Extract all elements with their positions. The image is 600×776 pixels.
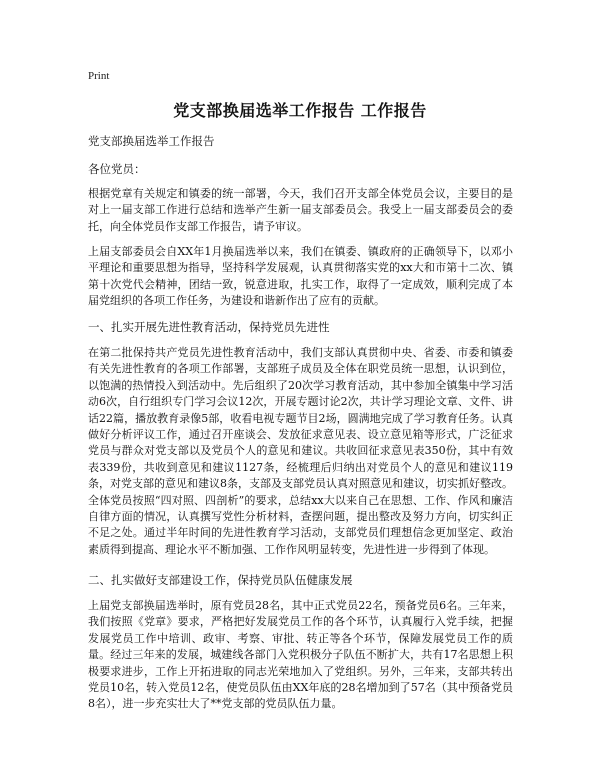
paragraph-section-2: 上届党支部换届选举时，原有党员28名，其中正式党员22名，预备党员6名。三年来，我们按照《党章》要求，严格把好发展党员工作的各个环节，认真履行入党手续，把握发展党员工作中培训、政审、考察、审批、转正等各个环节，保障发展党员工作的质量。经过三年来的发展，城建线各部门入党积极分子队伍不断扩大，共有17名思想上积极要求进步，工作上开拓进取的同志光荣地加入了党组织。另外，三年来，支部共转出党员10名，转入党员12名，使党员队伍由XX年底的28名增加到了57名（其中预备党员8名），进一步充实壮大了**党支部的党员队伍力量。 [88,599,513,711]
paragraph-summary: 上届支部委员会自XX年1月换届选举以来，我们在镇委、镇政府的正确领导下，以邓小平理论和重要思想为指导，坚持科学发展观，认真贯彻落实党的xx大和市第十二次、镇第十次党代会精神，团结一致，锐意进取，扎实工作，取得了一定成效，顺利完成了本届党组织的各项工作任务，为建设和谐新作出了应有的贡献。 [88,245,513,308]
document-title: 党支部换届选举工作报告 工作报告 [173,101,427,120]
greeting: 各位党员： [88,162,146,176]
section-heading-1: 一、扎实开展先进性教育活动，保持党员先进性 [88,320,330,334]
report-subtitle: 党支部换届选举工作报告 [88,134,215,148]
paragraph-intro: 根据党章有关规定和镇委的统一部署，今天，我们召开支部全体党员会议，主要目的是对上一届支部工作进行总结和选举产生新一届支部委员会。我受上一届支部委员会的委托，向全体党员作支部工作报告，请予审议。 [88,187,513,233]
section-heading-2: 二、扎实做好支部建设工作，保持党员队伍健康发展 [88,573,353,587]
print-link[interactable]: Print [88,70,110,82]
paragraph-section-1: 在第二批保持共产党员先进性教育活动中，我们支部认真贯彻中央、省委、市委和镇委有关先进性教育的各项工作部署，支部班子成员及全体在职党员统一思想，认识到位，以饱满的热情投入到活动中。先后组织了20次学习教育活动，其中参加全镇集中学习活动6次，自行组织专门学习会议12次，开展专题讨论2次，共计学习理论文章、文件、讲话22篇，播放教育录像5部，收看电视专题节目2场，圆满地完成了学习教育任务。认真做好分析评议工作，通过召开座谈会、发放征求意见表、设立意见箱等形式，广泛征求党员与群众对党支部以及党员个人的意见和建议。共收回征求意见表350份，其中有效表339份，共收到意见和建议1127条，经梳理后归纳出对党员个人的意见和建议119条，对党支部的意见和建议8条，支部及支部党员认真对照意见和建议，切实抓好整改。全体党员按照“四对照、四剖析”的要求，总结xx大以来自己在思想、工作、作风和廉洁自律方面的情况，认真撰写党性分析材料，查摆问题，提出整改及努力方向，切实纠正不足之处。通过半年时间的先进性教育学习活动，支部党员们理想信念更加坚定、政治素质得到提高、理论水平不断加强、工作作风明显转变，先进性进一步得到了体现。 [88,346,513,556]
